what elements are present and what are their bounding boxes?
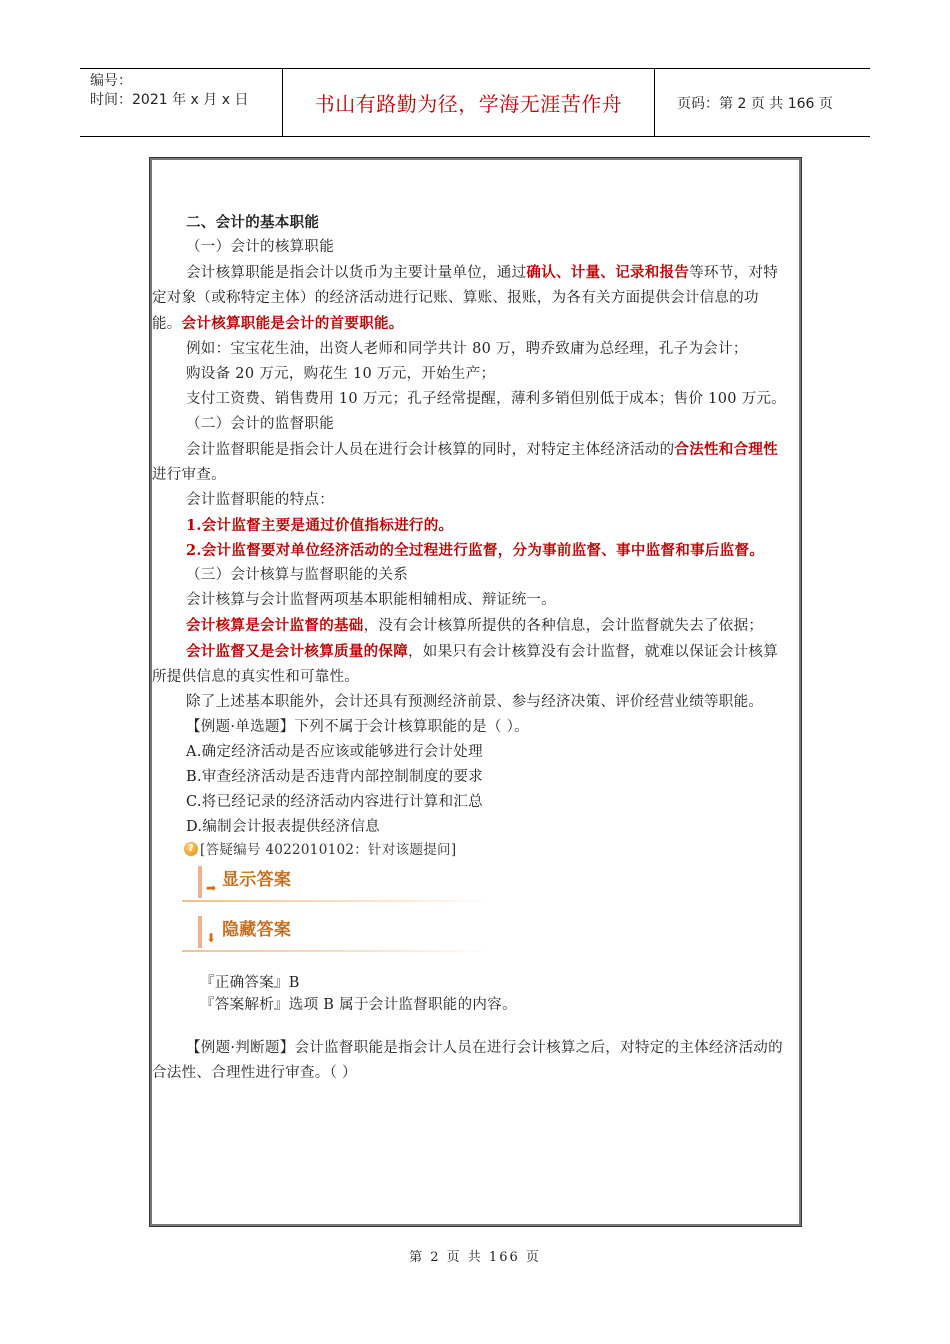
subsection-title-2: （二）会计的监督职能: [186, 416, 334, 432]
question-mark-icon: ?: [184, 842, 198, 856]
option-c: C.将已经记录的经济活动内容进行计算和汇总: [186, 794, 483, 810]
paragraph-guarantee: [152, 639, 788, 690]
divider-line: [182, 950, 492, 952]
time-label: 时间：2021 年 x 月 x 日: [90, 92, 249, 108]
header-page-info: [665, 69, 870, 136]
text: ，如果只有会计核算没有会计监督，就难以保证会计核算所提供信息的真实性和可靠性。: [152, 644, 778, 685]
header-meta: [80, 69, 283, 136]
paragraph-basis: [152, 613, 788, 639]
option-b: B.审查经济活动是否违背内部控制制度的要求: [186, 769, 484, 785]
highlight: 会计监督又是会计核算质量的保障: [186, 643, 408, 660]
option-a: A.确定经济活动是否应该或能够进行会计处理: [186, 744, 483, 760]
number-label: 编号：: [90, 73, 132, 89]
question-single-choice: 【例题·单选题】下列不属于会计核算职能的是（ ）。: [186, 719, 529, 735]
document-content: [152, 210, 788, 1086]
arrow-down-icon: ⬇: [206, 931, 217, 945]
example-line-1: 例如：宝宝花生油，出资人老师和同学共计 80 万，聘乔致庸为总经理，孔子为会计；: [186, 341, 748, 357]
page-header: [80, 68, 870, 137]
example-line-2: 购设备 20 万元，购花生 10 万元，开始生产；: [186, 366, 496, 382]
feature-1: 1.会计监督主要是通过价值指标进行的。: [186, 517, 454, 534]
highlight: 确认、计量、记录和报告: [526, 264, 690, 281]
highlight: 会计核算是会计监督的基础: [186, 617, 364, 634]
section-title: 二、会计的基本职能: [186, 214, 320, 231]
text: ，没有会计核算所提供的各种信息，会计监督就失去了依据；: [363, 618, 764, 634]
subsection-title-3: （三）会计核算与监督职能的关系: [186, 567, 408, 583]
text: 会计监督职能是指会计人员在进行会计核算的同时，对特定主体经济活动的: [186, 442, 675, 458]
text: 会计核算职能是指会计以货币为主要计量单位，通过: [186, 265, 527, 281]
paragraph-accounting-function: [152, 260, 788, 337]
divider-bar: [198, 866, 202, 898]
paragraph-supervision-function: [152, 437, 788, 488]
show-answer-label: 显示答案: [222, 870, 292, 890]
feature-2: 2.会计监督要对单位经济活动的全过程进行监督，分为事前监督、事中监督和事后监督。: [186, 542, 765, 559]
hide-answer-button[interactable]: [182, 910, 492, 954]
page-info-text: 页码：第 2 页 共 166 页: [677, 95, 833, 112]
show-answer-button[interactable]: [182, 860, 492, 904]
arrow-right-icon: ➡: [206, 881, 217, 895]
paragraph-other-functions: 除了上述基本职能外，会计还具有预测经济前景、参与经济决策、评价经营业绩等职能。: [186, 694, 764, 710]
option-d: D.编制会计报表提供经济信息: [186, 819, 380, 835]
question-note[interactable]: [152, 840, 788, 860]
text: 进行审查。: [152, 467, 226, 483]
highlight: 会计核算职能是会计的首要职能。: [181, 315, 404, 332]
question-true-false: 【例题·判断题】会计监督职能是指会计人员在进行会计核算之后，对特定的主体经济活动的合法性、合理性进行审查。（ ）: [152, 1040, 783, 1081]
paragraph-relationship: 会计核算与会计监督两项基本职能相辅相成、辩证统一。: [186, 592, 556, 608]
paragraph-features: 会计监督职能的特点：: [186, 492, 334, 508]
text: 等环节，对特定对象（或称特定主体）的经济活动进行记账、算账、报账，为各有关方面提供会计信息的功能。: [152, 265, 779, 332]
divider-line: [182, 900, 492, 902]
header-motto: 书山有路勤为径，学海无涯苦作舟: [283, 69, 655, 136]
answer-analysis: 『答案解析』选项 B 属于会计监督职能的内容。: [200, 997, 517, 1013]
highlight: 合法性和合理性: [674, 441, 779, 458]
example-line-3: 支付工资费、销售费用 10 万元；孔子经常提醒，薄利多销但别低于成本；售价 100 万元。: [186, 391, 787, 407]
hide-answer-label: 隐藏答案: [222, 920, 292, 940]
subsection-title-1: （一）会计的核算职能: [186, 239, 334, 255]
correct-answer: 『正确答案』B: [200, 975, 300, 991]
page-footer: 第 2 页 共 166 页: [409, 1250, 541, 1265]
note-text: [答疑编号 4022010102：针对该题提问]: [200, 842, 457, 858]
divider-bar: [198, 916, 202, 948]
